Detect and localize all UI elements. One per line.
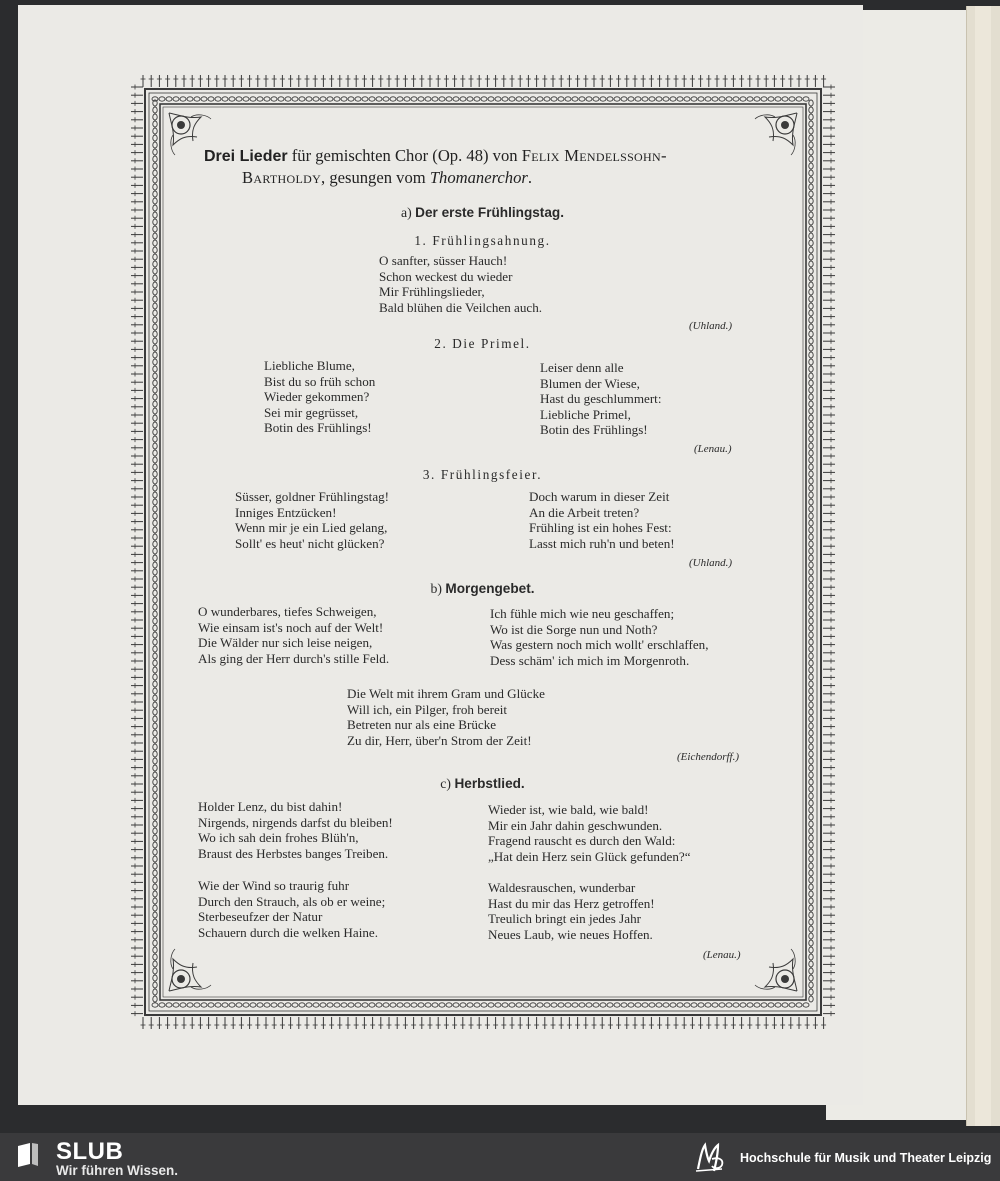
song3-attribution: (Uhland.) <box>689 557 733 569</box>
verse-line: Die Welt mit ihrem Gram und Glücke <box>347 686 545 701</box>
slub-tagline: Wir führen Wissen. <box>56 1163 179 1178</box>
part-c-label: c) <box>440 776 451 791</box>
verse-line: Wo ist die Sorge nun und Noth? <box>490 621 658 637</box>
heading-composer-2: Bartholdy <box>242 168 322 187</box>
verse-line: Wieder gekommen? <box>264 389 370 404</box>
verse-line: Blumen der Wiese, <box>540 375 640 391</box>
part-b-verse-left <box>198 604 389 666</box>
part-c-verse-right-1 <box>488 802 691 864</box>
song1-title: 1. Frühlingsahnung. <box>414 233 551 248</box>
heading-line-2 <box>204 167 784 188</box>
verse-line: Liebliche Primel, <box>540 406 631 422</box>
heading-choir: Thomanerchor <box>429 168 528 187</box>
part-a-title <box>160 205 805 220</box>
verse-line: Doch warum in dieser Zeit <box>529 489 670 504</box>
verse-line: Wo ich sah dein frohes Blüh'n, <box>198 830 359 845</box>
program-heading <box>204 145 784 188</box>
verse-line: Süsser, goldner Frühlingstag! <box>235 489 390 504</box>
heading-composer-1: Felix Mendelssohn- <box>521 146 667 165</box>
verse-line: Die Wälder nur sich leise neigen, <box>198 635 373 650</box>
verse-line: Waldesrauschen, wunderbar <box>488 880 636 895</box>
verse-line: Mir ein Jahr dahin geschwunden. <box>488 817 663 833</box>
verse-line: Wie der Wind so traurig fuhr <box>198 878 350 893</box>
verse-line: Inniges Entzücken! <box>235 504 337 520</box>
verse-line: Sterbeseufzer der Natur <box>198 909 323 924</box>
part-c-verse-left-2 <box>198 878 385 940</box>
verse-line: Betreten nur als eine Brücke <box>347 717 497 732</box>
song2-attribution: (Lenau.) <box>694 443 732 455</box>
verse-line: Frühling ist ein hohes Fest: <box>529 520 672 535</box>
part-c-attribution: (Lenau.) <box>703 949 741 961</box>
verse-line: Nirgends, nirgends darfst du bleiben! <box>198 814 393 830</box>
song3-verse-left <box>235 489 389 551</box>
verse-line: Liebliche Blume, <box>264 358 355 373</box>
verse-line: Braust des Herbstes banges Treiben. <box>198 845 389 861</box>
song2-verse-left <box>264 358 375 436</box>
verse-line: Sollt' es heut' nicht glücken? <box>235 535 385 551</box>
footer-bar <box>0 1133 1000 1181</box>
part-b-verse-right <box>490 606 709 668</box>
part-a-heading: Der erste Frühlingstag. <box>415 205 564 220</box>
verse-line: Bist du so früh schon <box>264 373 376 389</box>
verse-line: Leiser denn alle <box>540 360 624 375</box>
verse-line: Sei mir gegrüsset, <box>264 404 359 420</box>
song1-verse <box>379 253 542 315</box>
heading-text-2: , gesungen vom <box>321 168 430 187</box>
song1-attribution: (Uhland.) <box>689 320 733 332</box>
song3-title: 3. Frühlingsfeier. <box>422 467 543 482</box>
song3-verse-right <box>529 489 675 551</box>
verse-line: Zu dir, Herr, über'n Strom der Zeit! <box>347 732 532 748</box>
verse-line: Wenn mir je ein Lied gelang, <box>235 520 388 535</box>
song2-verse-right <box>540 360 661 438</box>
part-c-title <box>160 776 805 791</box>
verse-line: Lasst mich ruh'n und beten! <box>529 535 675 551</box>
part-a-label: a) <box>401 205 412 220</box>
hmt-name[interactable]: Hochschule für Musik und Theater Leipzig <box>740 1151 992 1165</box>
verse-line: O sanfter, süsser Hauch! <box>379 253 508 268</box>
verse-line: Hast du mir das Herz getroffen! <box>488 895 655 911</box>
part-c-heading: Herbstlied. <box>454 776 525 791</box>
hmt-logo-icon[interactable] <box>692 1139 730 1177</box>
part-b-attribution: (Eichendorff.) <box>677 751 740 763</box>
part-c-verse-left-1 <box>198 799 393 861</box>
verse-line: Wie einsam ist's noch auf der Welt! <box>198 619 384 635</box>
verse-line: Will ich, ein Pilger, froh bereit <box>347 701 508 717</box>
verse-line: O wunderbares, tiefes Schweigen, <box>198 604 377 619</box>
heading-text-1: für gemischten Chor (Op. 48) von <box>287 146 522 165</box>
song2-title: 2. Die Primel. <box>434 336 531 351</box>
part-b-verse-center <box>347 686 545 748</box>
heading-bold: Drei Lieder <box>204 148 288 165</box>
verse-line: Schauern durch die welken Haine. <box>198 924 378 940</box>
verse-line: Neues Laub, wie neues Hoffen. <box>488 926 653 942</box>
verse-line: Holder Lenz, du bist dahin! <box>198 799 343 814</box>
verse-line: Schon weckest du wieder <box>379 268 513 284</box>
part-c-verse-right-2 <box>488 880 655 942</box>
verse-line: Botin des Frühlings! <box>540 422 648 437</box>
slub-logo-icon[interactable] <box>16 1142 40 1168</box>
verse-line: Fragend rauscht es durch den Wald: <box>488 833 676 848</box>
verse-line: „Hat dein Herz sein Glück gefunden?“ <box>488 848 691 864</box>
verse-line: Durch den Strauch, als ob er weine; <box>198 893 386 909</box>
verse-line: Wieder ist, wie bald, wie bald! <box>488 802 649 817</box>
verse-line: Mir Frühlingslieder, <box>379 284 485 299</box>
verse-line: An die Arbeit treten? <box>529 504 640 520</box>
book-spine-strip <box>966 6 1000 1126</box>
slub-name[interactable]: SLUB <box>56 1138 124 1165</box>
part-b-heading: Morgengebet. <box>445 581 535 596</box>
verse-line: Botin des Frühlings! <box>264 420 372 435</box>
heading-end: . <box>527 168 533 187</box>
verse-line: Treulich bringt ein jedes Jahr <box>488 911 641 926</box>
part-b-label: b) <box>430 581 442 596</box>
verse-line: Dess schäm' ich mich im Morgenroth. <box>490 652 690 668</box>
verse-line: Bald blühen die Veilchen auch. <box>379 299 543 315</box>
verse-line: Hast du geschlummert: <box>540 391 662 406</box>
verse-line: Was gestern noch mich wollt' erschlaffen, <box>490 637 709 652</box>
part-b-title <box>160 581 805 596</box>
verse-line: Ich fühle mich wie neu geschaffen; <box>490 606 675 621</box>
verse-line: Als ging der Herr durch's stille Feld. <box>198 650 390 666</box>
